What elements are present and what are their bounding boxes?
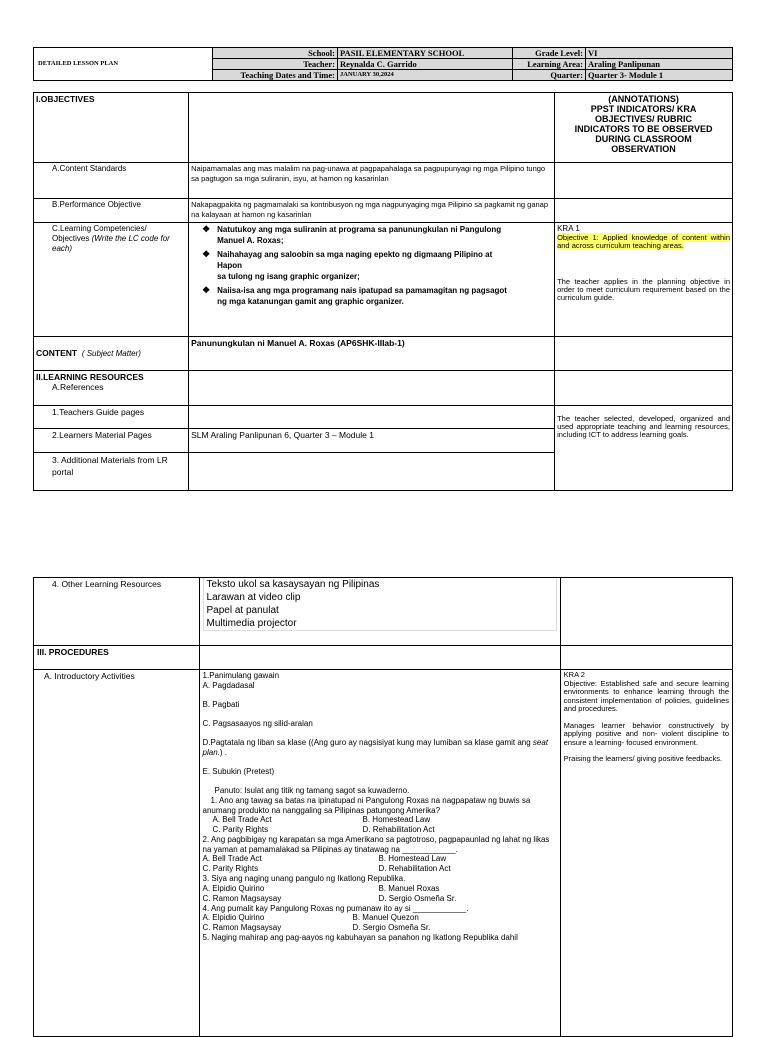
kra1-note: The teacher applies in the planning objective in order to meet curriculum requirement based on the curriculum guide. <box>557 277 730 302</box>
content-value: Panunungkulan ni Manuel A. Roxas (AP6SHK-IIIab-1) <box>189 337 555 371</box>
content-standards-value: Naipamamalas ang mas malalim na pag-unawa at pagpapahalaga sa pagpupunyagi ng mga Pilipino tungo sa pagtugon sa mga suliranin, isyu, at hamon ng kasarinlan <box>189 163 555 199</box>
kra1-objective: Objective 1: Applied knowledge of content within and across curriculum teaching areas. <box>557 233 730 250</box>
grade-label: Grade Level: <box>513 48 586 59</box>
objectives-table <box>33 92 733 491</box>
diamond-bullet-icon: ❖ <box>202 249 211 259</box>
kra2-annotation: KRA 2 Objective: Established safe and secure learning environments to enhance learning through the consistent implementation of policies, guidelines and procedures. Manages learner behavior constructively by applying positive and non- violent discipline to ensure a learning- focused environment. Praising the learners/ giving positive feedbacks. <box>560 670 732 1037</box>
content-standards-label: A.Content Standards <box>34 163 189 199</box>
quarter-value: Quarter 3- Module 1 <box>586 70 733 81</box>
performance-objective-label: B.Performance Objective <box>34 199 189 223</box>
resources-heading: II.LEARNING RESOURCES A.References <box>34 371 189 406</box>
area-label: Learning Area: <box>513 59 586 70</box>
grade-value: VI <box>586 48 733 59</box>
competency-item: ❖ Naiisa-isa ang mga programang nais ipatupad sa pamamagitan ng pagsagot ng mga katanungan gamit ang graphic organizer. <box>202 285 507 306</box>
content-label: CONTENT ( Subject Matter) <box>34 337 189 371</box>
kra1-annotation: KRA 1 Objective 1: Applied knowledge of content within and across curriculum teaching areas. The teacher applies in the planning objective in order to meet curriculum requirement based on the curriculum guide. <box>555 223 733 337</box>
dates-label: Teaching Dates and Time: <box>213 70 338 81</box>
other-resources-label: 4. Other Learning Resources <box>34 578 200 646</box>
competency-item: ❖ Naihahayag ang saloobin sa mga naging epekto ng digmaang Pilipino at Hapon sa tulong ng isang graphic organizer; <box>202 249 493 281</box>
area-value: Araling Panlipunan <box>586 59 733 70</box>
header-table <box>33 47 733 81</box>
other-resources-list: Teksto ukol sa kasaysayan ng Pilipinas Larawan at video clip Papel at panulat Multimedia projector <box>199 578 560 646</box>
annotations-heading: (ANNOTATIONS) PPST INDICATORS/ KRA OBJECTIVES/ RUBRIC INDICATORS TO BE OBSERVED DURING CLASSROOM OBSERVATION <box>555 93 733 163</box>
lm-pages-label: 2.Learners Material Pages <box>34 429 189 453</box>
competency-item: ❖ Natutukoy ang mga suliranin at programa sa panunungkulan ni Pangulong Manuel A. Roxas; <box>202 224 502 245</box>
diamond-bullet-icon: ❖ <box>202 285 211 295</box>
tg-pages-label: 1.Teachers Guide pages <box>34 406 189 429</box>
performance-objective-value: Nakapagpakita ng pagmamalaki sa kontribusyon ng mga nagpunyaging mga Pilipino sa pagkamit ng ganap na kalayaan at hamon ng kasarinlan <box>189 199 555 223</box>
objectives-heading: I.OBJECTIVES <box>34 93 189 163</box>
introductory-activities-content: 1.Panimulang gawain A. Pagdadasal B. Pagbati C. Pagsasaayos ng silid-aralan D.Pagtatala ng liban sa klase ((Ang guro ay nagsisiyat kung may lumiban sa klase gamit ang seat plan.) . E. Subukin (Pretest) Panuto: Isulat ang titik ng tamang sagot sa kuwaderno. 1. Ano ang tawag sa batas na ipinatupad ni Pangulong Roxas na nagpapataw ng buwis sa anumang produkto na nanggaling sa Pilipinas patungong Amerika? A. Bell Trade Act B. Homestead Law C. Parity Rights D. Rehabilitation Act 2. Ang pagbibigay ng karapatan sa mga Amerikano sa pagtotroso, pagpapaunlad ng lahat ng likas na yaman at pamamalakad sa Pilipinas ay tinatawag na ____________. A. Bell Trade Act B. Homestead Law C. Parity Rights D. Rehabilitation Act 3. Siya ang naging unang pangulo ng Ikatlong Republika. A. Elpidio Quirino B. Manuel Roxas C. Ramon Magsaysay D. Sergio Osmeña Sr. 4. Ang pumalit kay Pangulong Roxas ng pumanaw ito ay si ____________. A. Elpidio Quirino B. Manuel Quezon C. Ramon Magsaysay D. Sergio Osmeña Sr. 5. Naging mahirap ang pag-aayos ng kabuhayan sa panahon ng Ikatlong Republika dahil <box>199 670 560 1037</box>
additional-materials-label: 3. Additional Materials from LR portal <box>34 453 189 491</box>
lm-pages-value: SLM Araling Panlipunan 6, Quarter 3 – Module 1 <box>189 429 555 453</box>
procedures-heading: III. PROCEDURES <box>34 646 200 670</box>
dates-value: JANUARY 30,2024 <box>338 70 513 81</box>
school-value: PASIL ELEMENTARY SCHOOL <box>338 48 513 59</box>
competencies-list <box>189 223 555 337</box>
procedures-table <box>33 577 733 1037</box>
quarter-label: Quarter: <box>513 70 586 81</box>
teacher-value: Reynalda C. Garrido <box>338 59 513 70</box>
resources-annotation: The teacher selected, developed, organized and used appropriate teaching and learning resources, including ICT to address learning goals. <box>555 406 733 491</box>
teacher-label: Teacher: <box>213 59 338 70</box>
introductory-activities-label: A. Introductory Activities <box>34 670 200 1037</box>
plan-title: DETAILED LESSON PLAN <box>34 48 213 81</box>
diamond-bullet-icon: ❖ <box>202 224 211 234</box>
school-label: School: <box>213 48 338 59</box>
competencies-label: C.Learning Competencies/ Objectives (Write the LC code for each) <box>34 223 189 337</box>
